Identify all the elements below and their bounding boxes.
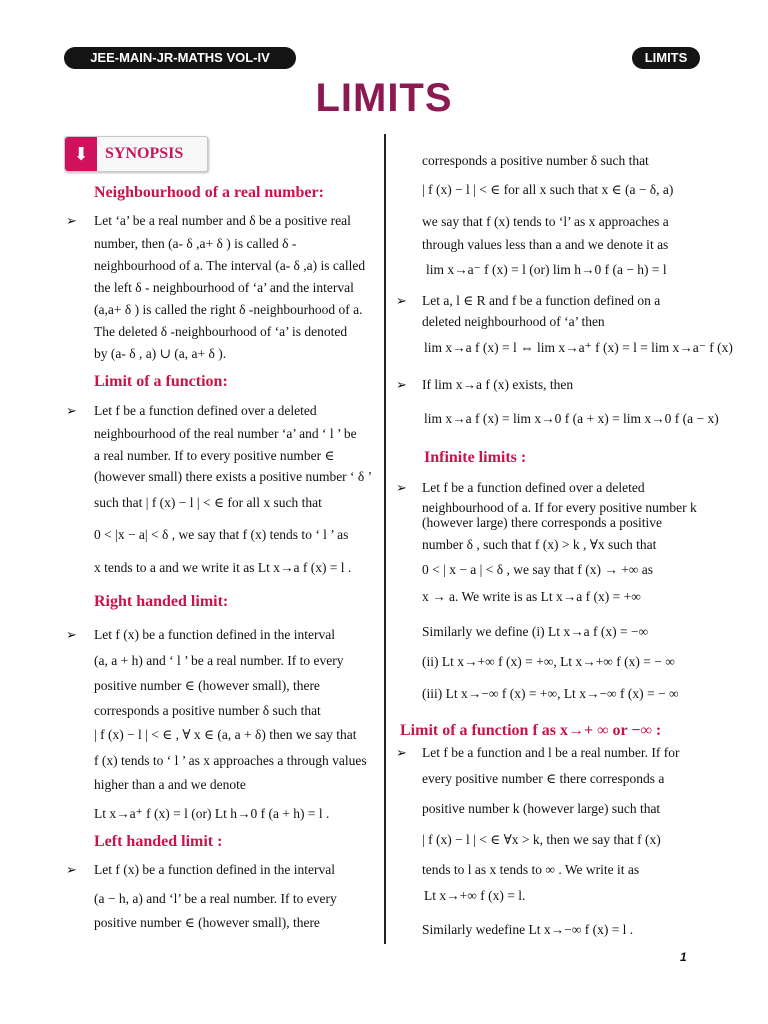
header-book-label: JEE-MAIN-JR-MATHS VOL-IV: [64, 47, 296, 69]
heading-limit-function: Limit of a function:: [94, 373, 228, 390]
text-line: through values less than a and we denote it as: [422, 237, 669, 252]
text-line: (however small) there exists a positive number ‘ δ ’: [94, 469, 373, 484]
text-line: neighbourhood of a. If for every positive number k: [422, 500, 697, 515]
text-line: lim x→a⁻ f (x) = l (or) lim h→0 f (a − h) = l: [426, 262, 667, 277]
synopsis-label: SYNOPSIS: [105, 145, 184, 162]
bullet-arrow-icon: ➢: [396, 480, 407, 495]
page-number: 1: [680, 950, 687, 964]
text-line: If lim x→a f (x) exists, then: [422, 377, 574, 392]
bullet-arrow-icon: ➢: [66, 862, 77, 877]
text-line: Let f (x) be a function defined in the interval: [94, 862, 336, 877]
text-line: Similarly we define (i) Lt x→a f (x) = −∞: [422, 624, 649, 639]
heading-left-limit: Left handed limit :: [94, 833, 223, 850]
text-line: Let ‘a’ be a real number and δ be a positive real: [94, 213, 351, 228]
text-line: Let f be a function and l be a real number. If for: [422, 745, 680, 760]
bullet-arrow-icon: ➢: [66, 213, 77, 228]
text-line: tends to l as x tends to ∞ . We write it as: [422, 862, 640, 877]
text-line: lim x→a f (x) = lim x→0 f (a + x) = lim x→0 f (a − x): [424, 411, 719, 426]
bullet-arrow-icon: ➢: [396, 745, 407, 760]
text-line: a real number. If to every positive number ∈: [94, 448, 335, 463]
text-line: the left δ - neighbourhood of ‘a’ and the interval: [94, 280, 354, 295]
text-line: number, then (a- δ ,a+ δ ) is called δ -: [94, 236, 297, 251]
text-line: x tends to a and we write it as Lt x→a f (x) = l .: [94, 560, 352, 575]
text-line: corresponds a positive number δ such that: [422, 153, 649, 168]
text-line: Let f be a function defined over a deleted: [422, 480, 645, 495]
text-line: Similarly wedefine Lt x→−∞ f (x) = l .: [422, 922, 634, 937]
text-line: Let f be a function defined over a deleted: [94, 403, 317, 418]
text-line: | f (x) − l | < ∈ ∀x > k, then we say that f (x): [422, 832, 661, 847]
text-line: by (a- δ , a) ∪ (a, a+ δ ).: [94, 346, 227, 361]
text-line: Let a, l ∈ R and f be a function defined on a: [422, 293, 661, 308]
text-line: such that | f (x) − l | < ∈ for all x such that: [94, 495, 322, 510]
column-divider: [384, 134, 386, 944]
heading-right-limit: Right handed limit:: [94, 593, 229, 610]
text-line: we say that f (x) tends to ‘l’ as x approaches a: [422, 214, 669, 229]
text-line: higher than a and we denote: [94, 777, 246, 792]
text-line: positive number k (however large) such that: [422, 801, 661, 816]
text-line: (a, a + h) and ‘ l ’ be a real number. If to every: [94, 653, 344, 668]
text-line: f (x) tends to ‘ l ’ as x approaches a through values: [94, 753, 367, 768]
text-line: (a − h, a) and ‘l’ be a real number. If to every: [94, 891, 337, 906]
text-line: number δ , such that f (x) > k , ∀x such that: [422, 537, 657, 552]
bullet-arrow-icon: ➢: [396, 377, 407, 392]
bullet-arrow-icon: ➢: [66, 403, 77, 418]
synopsis-badge: [64, 136, 208, 172]
text-line: Lt x→a⁺ f (x) = l (or) Lt h→0 f (a + h) = l .: [94, 806, 330, 821]
text-line: lim x→a f (x) = l ⇔ lim x→a⁺ f (x) = l = lim x→a⁻ f (x): [424, 340, 733, 355]
text-line: (iii) Lt x→−∞ f (x) = +∞, Lt x→−∞ f (x) = − ∞: [422, 686, 679, 701]
text-line: every positive number ∈ there corresponds a: [422, 771, 665, 786]
bullet-arrow-icon: ➢: [66, 627, 77, 642]
text-line: 0 < |x − a| < δ , we say that f (x) tends to ‘ l ’ as: [94, 527, 349, 542]
text-line: | f (x) − l | < ∈ for all x such that x ∈ (a − δ, a): [422, 182, 674, 197]
heading-limit-infinity: Limit of a function f as x→+ ∞ or −∞ :: [400, 722, 662, 739]
text-line: (however large) there corresponds a positive: [422, 515, 663, 530]
heading-infinite: Infinite limits :: [424, 449, 527, 466]
text-line: corresponds a positive number δ such that: [94, 703, 321, 718]
text-line: (a,a+ δ ) is called the right δ -neighbourhood of a.: [94, 302, 363, 317]
arrow-down-icon: ⬇: [65, 137, 97, 171]
heading-neighbourhood: Neighbourhood of a real number:: [94, 184, 324, 201]
text-line: Lt x→+∞ f (x) = l.: [424, 888, 526, 903]
text-line: deleted neighbourhood of ‘a’ then: [422, 314, 605, 329]
text-line: x → a. We write is as Lt x→a f (x) = +∞: [422, 589, 641, 604]
text-line: | f (x) − l | < ∈ , ∀ x ∈ (a, a + δ) then we say that: [94, 727, 357, 742]
text-line: neighbourhood of the real number ‘a’ and ‘ l ’ be: [94, 426, 357, 441]
text-line: positive number ∈ (however small), there: [94, 678, 320, 693]
text-line: The deleted δ -neighbourhood of ‘a’ is denoted: [94, 324, 348, 339]
text-line: Let f (x) be a function defined in the interval: [94, 627, 336, 642]
text-line: positive number ∈ (however small), there: [94, 915, 320, 930]
bullet-arrow-icon: ➢: [396, 293, 407, 308]
page-title: LIMITS: [315, 76, 453, 120]
header-chapter-label: LIMITS: [632, 47, 700, 69]
text-line: 0 < | x − a | < δ , we say that f (x) → +∞ as: [422, 562, 654, 577]
text-line: neighbourhood of a. The interval (a- δ ,a) is called: [94, 258, 366, 273]
text-line: (ii) Lt x→+∞ f (x) = +∞, Lt x→+∞ f (x) = − ∞: [422, 654, 675, 669]
